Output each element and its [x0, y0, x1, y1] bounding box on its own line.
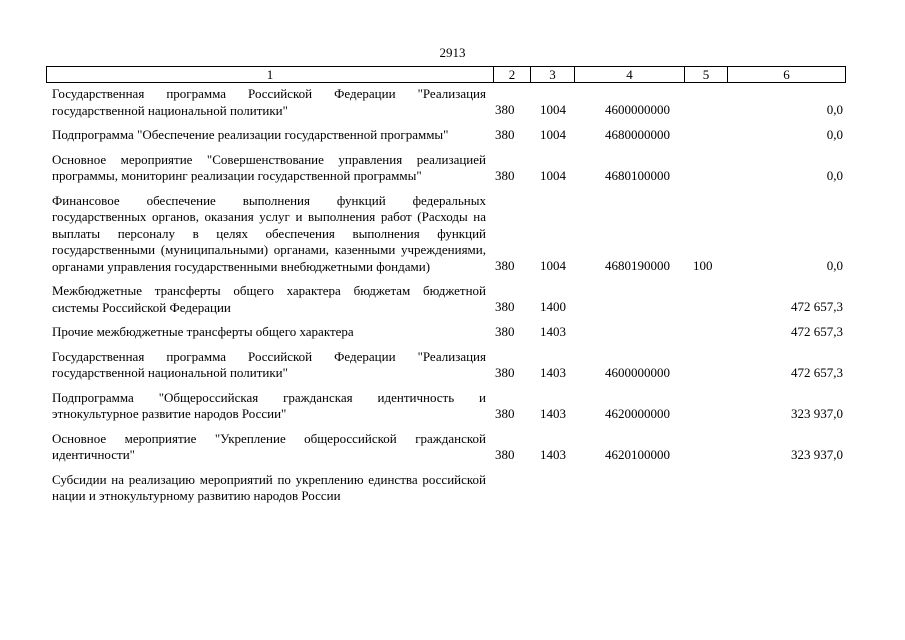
table-row [52, 127, 852, 144]
row-description: Подпрограмма "Обеспечение реализации государственной программы" [52, 127, 449, 142]
table-row [52, 472, 852, 505]
row-section-code: 1400 [540, 299, 566, 314]
row-amount: 0,0 [826, 167, 843, 183]
row-description: Субсидии на реализацию мероприятий по укреплению единства российской нации и этнокультурному развитию народов России [52, 471, 486, 503]
row-gr-code: 380 [495, 364, 515, 380]
table-row [52, 86, 852, 119]
row-target-code: 4600000000 [605, 102, 670, 117]
column-header-2: 2 [493, 67, 530, 82]
row-section-code: 1004 [540, 126, 566, 142]
row-gr-code: 380 [495, 299, 515, 314]
table-row [52, 152, 852, 185]
row-section-code: 1004 [540, 258, 566, 273]
row-section-code: 1403 [540, 323, 566, 339]
table-row [52, 283, 852, 316]
table-row [52, 324, 852, 341]
row-section-code: 1403 [540, 405, 566, 421]
table-row [52, 193, 852, 276]
row-expense-type: 100 [693, 258, 713, 273]
row-description: Подпрограмма "Общероссийская гражданская идентичность и этнокультурное развитие народов России" [52, 389, 486, 421]
row-gr-code: 380 [495, 405, 515, 421]
row-target-code: 4680100000 [605, 167, 670, 183]
column-header-5: 5 [684, 67, 727, 82]
table-row [52, 431, 852, 464]
row-gr-code: 380 [495, 323, 515, 339]
row-section-code: 1004 [540, 102, 566, 117]
row-gr-code: 380 [495, 167, 515, 183]
row-amount: 472 657,3 [791, 364, 843, 380]
row-amount: 0,0 [826, 258, 843, 273]
page-number: 2913 [439, 45, 466, 60]
column-header-4: 4 [574, 67, 684, 82]
row-section-code: 1004 [540, 167, 566, 183]
row-description: Основное мероприятие "Укрепление общероссийской гражданской идентичности" [52, 430, 486, 462]
row-amount: 472 657,3 [791, 323, 843, 339]
column-header-6: 6 [727, 67, 845, 82]
column-header-1: 1 [266, 67, 274, 82]
row-amount: 323 937,0 [791, 405, 843, 421]
row-amount: 472 657,3 [791, 299, 843, 314]
row-description: Государственная программа Российской Федерации "Реализация государственной национальной политики" [52, 348, 486, 380]
column-header-3: 3 [530, 67, 574, 82]
row-description: Основное мероприятие "Совершенствование управления реализацией программы, мониторинг реализации государственной программы" [52, 151, 486, 183]
row-gr-code: 380 [495, 258, 515, 273]
row-amount: 323 937,0 [791, 446, 843, 462]
row-description: Финансовое обеспечение выполнения функций федеральных государственных органов, оказания услуг и выполнения работ (Расходы на выплаты персоналу в целях обеспечения выполнения функций государственными (муниципальными) органами, казенными учреждениями, органами управления государственными внебюджетными фондами) [52, 192, 486, 274]
row-target-code: 4680000000 [605, 126, 670, 142]
row-target-code: 4620000000 [605, 405, 670, 421]
row-amount: 0,0 [826, 126, 843, 142]
table-header [46, 66, 846, 83]
table-body [52, 86, 852, 513]
row-section-code: 1403 [540, 446, 566, 462]
row-gr-code: 380 [495, 446, 515, 462]
table-row [52, 390, 852, 423]
row-description: Государственная программа Российской Федерации "Реализация государственной национальной политики" [52, 86, 486, 118]
row-section-code: 1403 [540, 364, 566, 380]
row-target-code: 4680190000 [605, 258, 670, 273]
row-target-code: 4620100000 [605, 446, 670, 462]
table-row [52, 349, 852, 382]
row-gr-code: 380 [495, 126, 515, 142]
row-amount: 0,0 [826, 102, 843, 117]
row-target-code: 4600000000 [605, 364, 670, 380]
row-gr-code: 380 [495, 102, 515, 117]
row-description: Прочие межбюджетные трансферты общего характера [52, 324, 354, 339]
row-description: Межбюджетные трансферты общего характера бюджетам бюджетной системы Российской Федерации [52, 283, 486, 315]
